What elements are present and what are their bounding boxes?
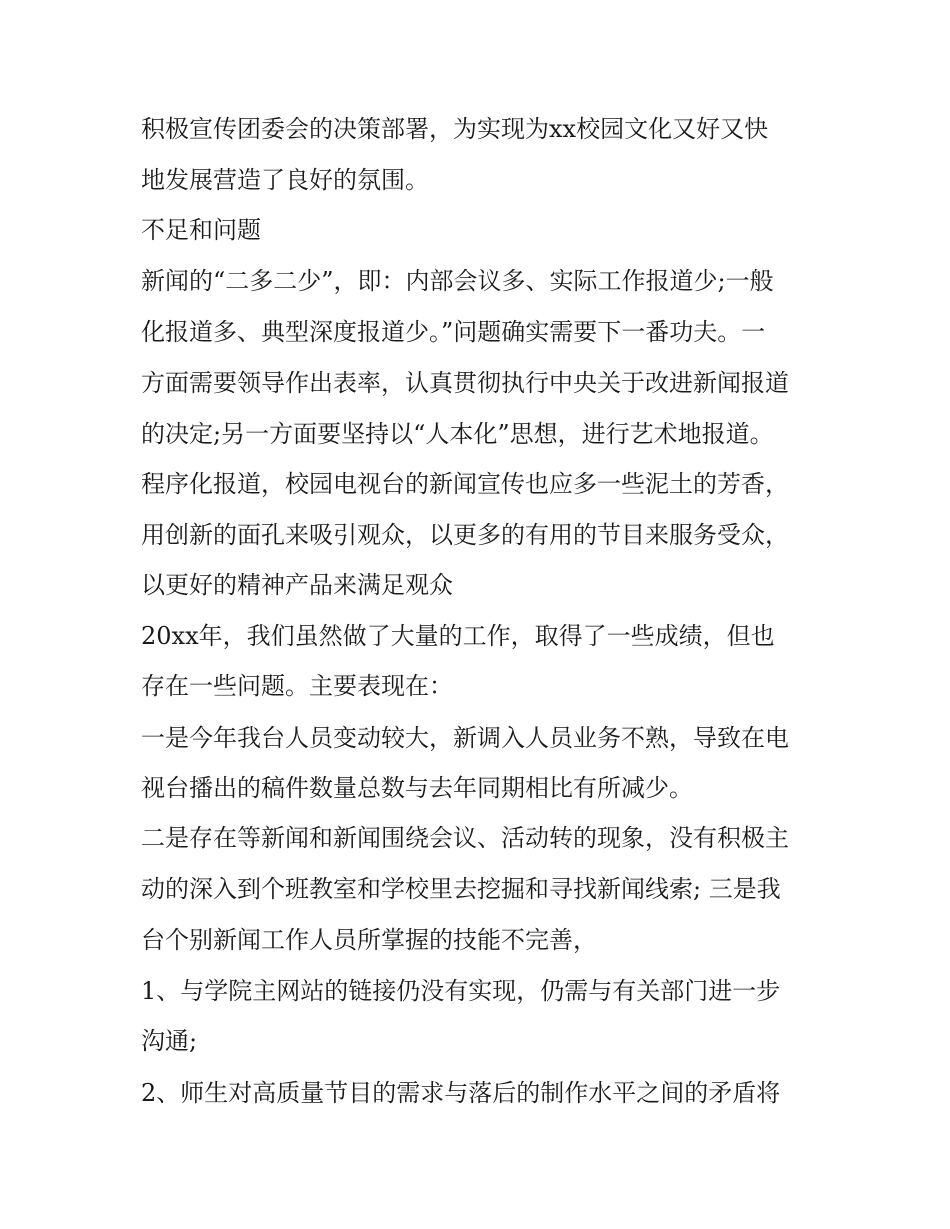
paragraph-line: 新闻的“二多二少”，即：内部会议多、实际工作报道少;一般	[141, 267, 774, 295]
paragraph-line: 方面需要领导作出表率，认真贯彻执行中央关于改进新闻报道	[141, 369, 789, 397]
list-item: 2、师生对高质量节目的需求与落后的制作水平之间的矛盾将	[141, 1079, 781, 1107]
paragraph-line: 用创新的面孔来吸引观众，以更多的有用的节目来服务受众，	[141, 521, 789, 549]
paragraph-line: 地发展营造了良好的氛围。	[141, 166, 429, 194]
paragraph-line: 以更好的精神产品来满足观众	[141, 571, 453, 599]
list-item: 1、与学院主网站的链接仍没有实现，仍需与有关部门进一步	[141, 977, 781, 1005]
paragraph-line: 动的深入到个班教室和学校里去挖掘和寻找新闻线索; 三是我	[141, 875, 781, 903]
paragraph-line: 积极宣传团委会的决策部署，为实现为xx校园文化又好又快	[141, 115, 769, 143]
paragraph-line: 台个别新闻工作人员所掌握的技能不完善，	[141, 926, 597, 954]
paragraph-line: 的决定;另一方面要坚持以“人本化”思想，进行艺术地报道。	[141, 420, 774, 448]
paragraph-line: 二是存在等新闻和新闻围绕会议、活动转的现象，没有积极主	[141, 824, 789, 852]
paragraph-line: 视台播出的稿件数量总数与去年同期相比有所减少。	[141, 774, 693, 802]
paragraph-line: 化报道多、典型深度报道少。”问题确实需要下一番功夫。一	[141, 318, 766, 346]
paragraph-line: 一是今年我台人员变动较大，新调入人员业务不熟，导致在电	[141, 724, 789, 752]
paragraph-line: 20xx年，我们虽然做了大量的工作，取得了一些成绩，但也	[141, 622, 775, 650]
paragraph-line: 程序化报道，校园电视台的新闻宣传也应多一些泥土的芳香，	[141, 470, 789, 498]
paragraph-line: 存在一些问题。主要表现在：	[141, 672, 453, 700]
list-item-continuation: 沟通;	[141, 1027, 198, 1055]
section-heading: 不足和问题	[141, 216, 261, 244]
